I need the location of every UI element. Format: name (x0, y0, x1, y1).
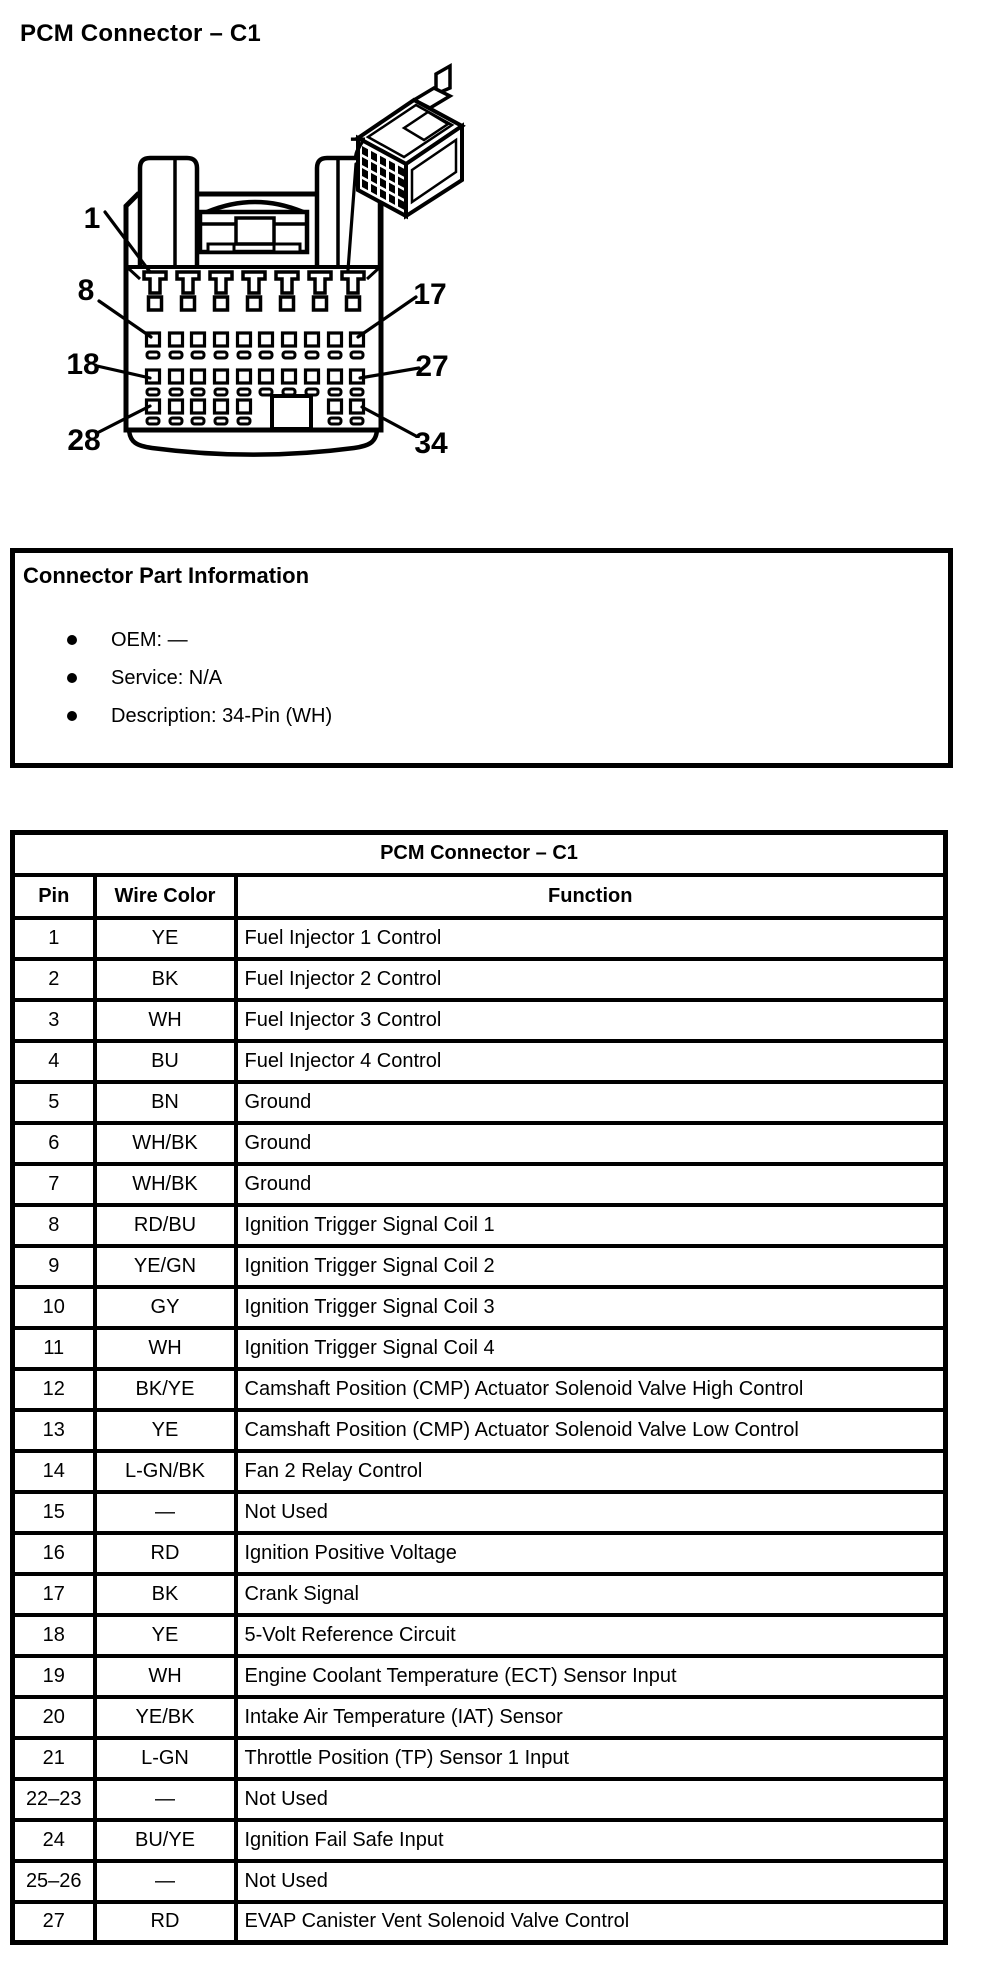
table-row (13, 1902, 946, 1943)
wire-color-cell: RD/BU (95, 1205, 236, 1246)
info-item-description: Description: 34-Pin (WH) (15, 697, 948, 735)
connector-diagram (0, 0, 500, 480)
function-cell: 5-Volt Reference Circuit (236, 1615, 946, 1656)
function-cell: Ground (236, 1123, 946, 1164)
wire-color-cell: WH/BK (95, 1164, 236, 1205)
function-cell: Ignition Fail Safe Input (236, 1820, 946, 1861)
pin-row-1-7-cavities (149, 297, 360, 310)
table-row (13, 1656, 946, 1697)
function-cell: Ignition Trigger Signal Coil 4 (236, 1328, 946, 1369)
table-row (13, 1328, 946, 1369)
table-row (13, 1041, 946, 1082)
table-row (13, 1287, 946, 1328)
wire-color-cell: WH (95, 1000, 236, 1041)
function-cell: Ground (236, 1164, 946, 1205)
table-row (13, 1000, 946, 1041)
table-row (13, 1820, 946, 1861)
table-row (13, 1205, 946, 1246)
function-cell: Ignition Trigger Signal Coil 3 (236, 1287, 946, 1328)
function-cell: Ignition Positive Voltage (236, 1533, 946, 1574)
function-cell: Not Used (236, 1492, 946, 1533)
info-item-oem: OEM: — (15, 621, 948, 659)
pin-cell: 21 (13, 1738, 95, 1779)
pin-cell: 3 (13, 1000, 95, 1041)
pin-cell: 11 (13, 1328, 95, 1369)
pin-cell: 22–23 (13, 1779, 95, 1820)
pin-cell: 9 (13, 1246, 95, 1287)
info-list (15, 621, 948, 735)
function-cell: Not Used (236, 1779, 946, 1820)
function-cell: Throttle Position (TP) Sensor 1 Input (236, 1738, 946, 1779)
wire-color-cell: WH/BK (95, 1123, 236, 1164)
pin-cell: 7 (13, 1164, 95, 1205)
function-cell: Camshaft Position (CMP) Actuator Solenoid Valve Low Control (236, 1410, 946, 1451)
wire-color-cell: WH (95, 1328, 236, 1369)
table-row (13, 1492, 946, 1533)
callout-label-34: 34 (414, 427, 448, 460)
wire-color-cell: RD (95, 1533, 236, 1574)
callout-label-18: 18 (66, 348, 100, 381)
table-row (13, 1369, 946, 1410)
table-row (13, 1451, 946, 1492)
column-header-function: Function (236, 875, 946, 918)
function-cell: Crank Signal (236, 1574, 946, 1615)
wire-color-cell: YE (95, 918, 236, 959)
function-cell: Fan 2 Relay Control (236, 1451, 946, 1492)
connector-front-view (126, 158, 381, 455)
function-cell: Ground (236, 1082, 946, 1123)
wire-color-cell: YE/GN (95, 1246, 236, 1287)
connector-part-info-box (10, 548, 953, 768)
wire-color-cell: YE/BK (95, 1697, 236, 1738)
wire-color-cell: L-GN/BK (95, 1451, 236, 1492)
wire-color-cell: YE (95, 1410, 236, 1451)
pin-cell: 20 (13, 1697, 95, 1738)
keyway (272, 396, 311, 429)
pin-cell: 13 (13, 1410, 95, 1451)
table-row (13, 1615, 946, 1656)
callout-label-8: 8 (77, 274, 95, 307)
table-header-row (13, 875, 946, 918)
function-cell: Camshaft Position (CMP) Actuator Solenoid Valve High Control (236, 1369, 946, 1410)
pin-cell: 1 (13, 918, 95, 959)
table-row (13, 1738, 946, 1779)
wire-color-cell: BK (95, 959, 236, 1000)
wire-color-cell: — (95, 1861, 236, 1902)
pin-cell: 25–26 (13, 1861, 95, 1902)
callout-label-1: 1 (83, 202, 101, 235)
table-row (13, 1246, 946, 1287)
table-row (13, 1533, 946, 1574)
table-row (13, 918, 946, 959)
pin-cell: 10 (13, 1287, 95, 1328)
pin-cell: 19 (13, 1656, 95, 1697)
function-cell: Ignition Trigger Signal Coil 2 (236, 1246, 946, 1287)
wire-color-cell: L-GN (95, 1738, 236, 1779)
table-row (13, 1082, 946, 1123)
wire-color-cell: BU/YE (95, 1820, 236, 1861)
pin-cell: 8 (13, 1205, 95, 1246)
function-cell: Fuel Injector 3 Control (236, 1000, 946, 1041)
wire-color-cell: BU (95, 1041, 236, 1082)
wire-color-cell: GY (95, 1287, 236, 1328)
wire-color-cell: — (95, 1492, 236, 1533)
column-header-pin: Pin (13, 875, 95, 918)
wire-color-cell: YE (95, 1615, 236, 1656)
table-row (13, 1779, 946, 1820)
function-cell: EVAP Canister Vent Solenoid Valve Control (236, 1902, 946, 1943)
wire-color-cell: BK/YE (95, 1369, 236, 1410)
pin-cell: 5 (13, 1082, 95, 1123)
callout-label-28: 28 (67, 424, 101, 457)
pin-cell: 27 (13, 1902, 95, 1943)
page-title: PCM Connector – C1 (20, 20, 261, 47)
connector-iso-view (358, 66, 462, 216)
wire-color-cell: RD (95, 1902, 236, 1943)
table-row (13, 1123, 946, 1164)
table-row (13, 1861, 946, 1902)
function-cell: Intake Air Temperature (IAT) Sensor (236, 1697, 946, 1738)
wire-color-cell: BN (95, 1082, 236, 1123)
pin-cell: 2 (13, 959, 95, 1000)
info-box-heading: Connector Part Information (23, 563, 310, 588)
pin-cell: 17 (13, 1574, 95, 1615)
table-row (13, 959, 946, 1000)
pin-cell: 12 (13, 1369, 95, 1410)
wire-color-cell: BK (95, 1574, 236, 1615)
function-cell: Engine Coolant Temperature (ECT) Sensor Input (236, 1656, 946, 1697)
callout-label-27: 27 (415, 350, 449, 383)
table-title: PCM Connector – C1 (13, 833, 946, 875)
callout-label-17: 17 (413, 278, 447, 311)
pin-cell: 15 (13, 1492, 95, 1533)
pin-cell: 4 (13, 1041, 95, 1082)
callout-label-7: 7 (349, 132, 367, 165)
pin-cell: 16 (13, 1533, 95, 1574)
function-cell: Fuel Injector 4 Control (236, 1041, 946, 1082)
function-cell: Fuel Injector 1 Control (236, 918, 946, 959)
pin-cell: 14 (13, 1451, 95, 1492)
column-header-wire-color: Wire Color (95, 875, 236, 918)
table-row (13, 1410, 946, 1451)
wire-color-cell: WH (95, 1656, 236, 1697)
table-row (13, 1697, 946, 1738)
pin-cell: 18 (13, 1615, 95, 1656)
function-cell: Ignition Trigger Signal Coil 1 (236, 1205, 946, 1246)
info-item-service: Service: N/A (15, 659, 948, 697)
pin-table-body (13, 918, 946, 1943)
wire-color-cell: — (95, 1779, 236, 1820)
pin-cell: 24 (13, 1820, 95, 1861)
function-cell: Fuel Injector 2 Control (236, 959, 946, 1000)
table-row (13, 1574, 946, 1615)
table-row (13, 1164, 946, 1205)
pin-cell: 6 (13, 1123, 95, 1164)
table-title-row (13, 833, 946, 875)
pin-table (10, 830, 948, 1945)
function-cell: Not Used (236, 1861, 946, 1902)
